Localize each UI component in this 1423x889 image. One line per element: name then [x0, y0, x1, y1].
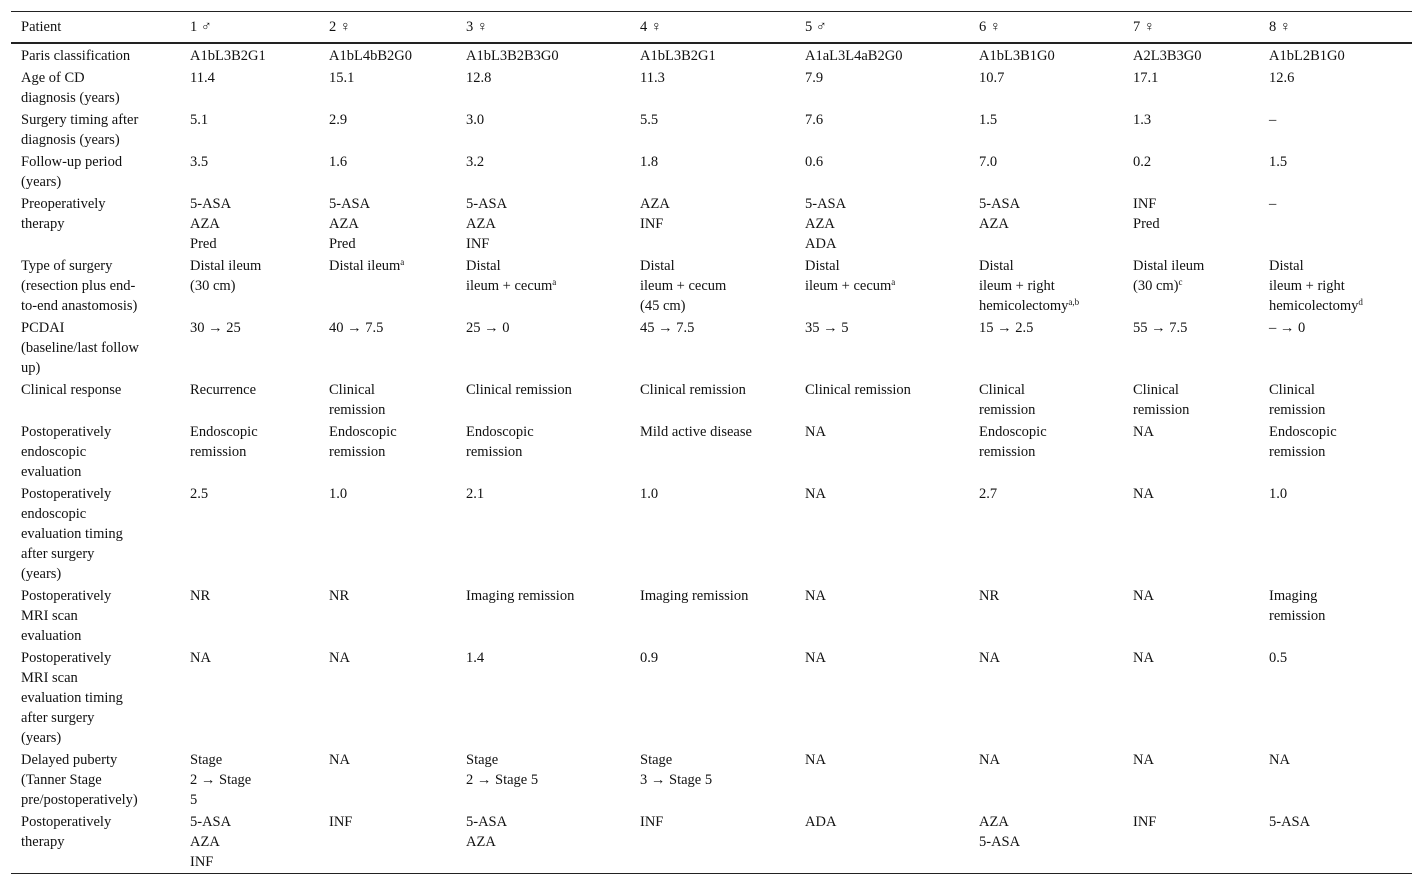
table-cell: 5-ASA [1269, 814, 1311, 830]
table-cell: AZA INF [640, 196, 670, 232]
table-cell: 55 → 7.5 [1133, 320, 1188, 336]
table-cell: 5-ASA AZA [466, 814, 508, 850]
row-label: Postoperatively MRI scan evaluation timing after surgery (years) [21, 650, 123, 746]
table-row [11, 193, 1412, 255]
row-label: Clinical response [21, 382, 122, 398]
table-cell: INF [1133, 814, 1157, 830]
table-cell: – [1269, 112, 1277, 128]
table-cell: INF [329, 814, 353, 830]
table-cell: Mild active disease [640, 424, 752, 440]
table-cell: A1bL3B2G1 [640, 48, 716, 64]
table-cell: 25 → 0 [466, 320, 510, 336]
table-cell: 3.5 [190, 154, 209, 170]
table-cell: 1.3 [1133, 112, 1152, 128]
row-label: Type of surgery (resection plus end- to-end anastomosis) [21, 258, 138, 314]
table-cell: NA [1133, 424, 1154, 440]
table-cell: 0.9 [640, 650, 659, 666]
table-cell: INF Pred [1133, 196, 1160, 232]
table-cell: 40 → 7.5 [329, 320, 384, 336]
table-cell: Stage 3 → Stage 5 [640, 752, 713, 788]
table-cell: NA [979, 752, 1000, 768]
table-row [11, 109, 1412, 151]
table-header [11, 12, 1412, 44]
table-cell: A1aL3L4aB2G0 [805, 48, 903, 64]
table-row [11, 647, 1412, 749]
table-cell: Endoscopic remission [1269, 424, 1337, 460]
footnote-marker: c [1178, 277, 1183, 287]
row-label: Postoperatively therapy [21, 814, 112, 850]
table-row [11, 421, 1412, 483]
table-row [11, 67, 1412, 109]
table-cell: 3.0 [466, 112, 485, 128]
table-cell: NR [979, 588, 1000, 604]
table-cell: 1.0 [329, 486, 348, 502]
table-cell: Endoscopic remission [979, 424, 1047, 460]
table-cell: 11.4 [190, 70, 215, 86]
table-cell: Endoscopic remission [190, 424, 258, 460]
patient-table-container [11, 11, 1412, 874]
table-cell: – [1269, 196, 1277, 212]
header-patient-4: 4 ♀ [640, 19, 662, 35]
table-cell: A1bL3B2B3G0 [466, 48, 559, 64]
table-cell: Stage 2 → Stage 5 [466, 752, 539, 788]
table-cell [319, 255, 456, 317]
table-cell: Recurrence [190, 382, 257, 398]
table-cell: 45 → 7.5 [640, 320, 695, 336]
table-cell: 7.6 [805, 112, 824, 128]
row-label: Age of CD diagnosis (years) [21, 70, 120, 106]
table-cell: A1bL2B1G0 [1269, 48, 1345, 64]
table-cell: Imaging remission [640, 588, 749, 604]
table-cell: NA [1133, 752, 1154, 768]
cell-text: Distal ileum + cecum (45 cm) [640, 258, 727, 314]
table-cell: 5-ASA AZA [979, 196, 1021, 232]
table-cell: 1.6 [329, 154, 348, 170]
table-cell: INF [640, 814, 664, 830]
table-cell: NA [1133, 650, 1154, 666]
table-cell: 3.2 [466, 154, 485, 170]
table-cell: 1.5 [1269, 154, 1288, 170]
table-cell: 5.5 [640, 112, 659, 128]
header-row [11, 12, 1412, 44]
table-cell: NA [805, 650, 826, 666]
table-row [11, 585, 1412, 647]
table-cell: 5-ASA AZA ADA [805, 196, 847, 252]
header-patient-1: 1 ♂ [190, 19, 212, 35]
table-cell: 10.7 [979, 70, 1005, 86]
row-label: Paris classification [21, 48, 131, 64]
table-cell: ADA [805, 814, 837, 830]
table-cell: NA [805, 486, 826, 502]
table-cell: NA [805, 424, 826, 440]
row-label: Delayed puberty (Tanner Stage pre/postoperatively) [21, 752, 138, 808]
table-cell: NR [190, 588, 211, 604]
table-cell: 2.5 [190, 486, 209, 502]
table-cell: NA [979, 650, 1000, 666]
table-row [11, 749, 1412, 811]
table-cell: – → 0 [1269, 320, 1306, 336]
table-cell: NA [1133, 486, 1154, 502]
table-cell: 17.1 [1133, 70, 1159, 86]
footnote-marker: a,b [1068, 297, 1080, 307]
row-label: PCDAI (baseline/last follow up) [21, 320, 139, 376]
footnote-marker: a [400, 257, 405, 267]
header-patient-7: 7 ♀ [1133, 19, 1155, 35]
footnote-marker: d [1358, 297, 1363, 307]
table-cell: 1.4 [466, 650, 485, 666]
table-cell: Stage 2 → Stage 5 [190, 752, 252, 808]
table-body [11, 43, 1412, 874]
table-cell: NA [805, 588, 826, 604]
table-cell: Imaging remission [466, 588, 575, 604]
table-row [11, 151, 1412, 193]
table-row [11, 379, 1412, 421]
cell-text: Distal ileum + right hemicolectomy [979, 258, 1069, 314]
table-row [11, 43, 1412, 67]
table-row [11, 255, 1412, 317]
table-cell [969, 255, 1123, 317]
table-cell: 2.1 [466, 486, 485, 502]
table-cell: 1.0 [640, 486, 659, 502]
cell-text: Distal ileum + cecum [466, 258, 553, 294]
table-cell: Clinical remission [1269, 382, 1326, 418]
table-cell: Endoscopic remission [329, 424, 397, 460]
table-cell: Endoscopic remission [466, 424, 534, 460]
table-cell: Clinical remission [329, 382, 386, 418]
row-label: Postoperatively endoscopic evaluation [21, 424, 112, 480]
table-cell: 2.9 [329, 112, 348, 128]
table-cell: 0.5 [1269, 650, 1288, 666]
table-row [11, 317, 1412, 379]
table-cell: NA [805, 752, 826, 768]
table-cell: 12.6 [1269, 70, 1295, 86]
table-row [11, 811, 1412, 874]
table-cell [456, 255, 630, 317]
table-cell: 11.3 [640, 70, 665, 86]
table-cell: 5-ASA AZA Pred [329, 196, 371, 252]
patient-characteristics-table [11, 11, 1412, 874]
row-label: Follow-up period (years) [21, 154, 123, 190]
table-cell: 0.6 [805, 154, 824, 170]
table-cell: NA [1133, 588, 1154, 604]
table-cell: 12.8 [466, 70, 492, 86]
table-cell: 7.0 [979, 154, 998, 170]
table-cell: 15 → 2.5 [979, 320, 1034, 336]
table-cell: 5-ASA AZA INF [190, 814, 232, 870]
footnote-marker: a [891, 277, 896, 287]
table-cell [180, 255, 319, 317]
cell-text: Distal ileum (30 cm) [190, 258, 262, 294]
table-row [11, 483, 1412, 585]
table-cell: AZA 5-ASA [979, 814, 1021, 850]
cell-text: Distal ileum + right hemicolectomy [1269, 258, 1359, 314]
table-cell: 2.7 [979, 486, 998, 502]
table-cell [1259, 255, 1412, 317]
table-cell: A1bL3B1G0 [979, 48, 1055, 64]
row-label: Postoperatively endoscopic evaluation timing after surgery (years) [21, 486, 123, 582]
table-cell: NA [190, 650, 211, 666]
header-patient-8: 8 ♀ [1269, 19, 1291, 35]
row-label: Preoperatively therapy [21, 196, 106, 232]
table-cell: Clinical remission [640, 382, 746, 398]
table-cell: 5-ASA AZA INF [466, 196, 508, 252]
table-cell: 5.1 [190, 112, 209, 128]
table-cell [1123, 255, 1259, 317]
table-cell: A2L3B3G0 [1133, 48, 1202, 64]
header-label: Patient [21, 19, 62, 35]
table-cell: NA [329, 752, 350, 768]
table-cell: NA [329, 650, 350, 666]
table-cell: 1.8 [640, 154, 659, 170]
cell-text: Distal ileum + cecum [805, 258, 892, 294]
table-cell: A1bL4bB2G0 [329, 48, 412, 64]
table-cell: 15.1 [329, 70, 355, 86]
table-cell: 1.5 [979, 112, 998, 128]
header-patient-6: 6 ♀ [979, 19, 1001, 35]
row-label: Surgery timing after diagnosis (years) [21, 112, 139, 148]
footnote-marker: a [552, 277, 557, 287]
cell-text: Distal ileum [329, 258, 401, 274]
table-cell: 7.9 [805, 70, 824, 86]
header-patient-2: 2 ♀ [329, 19, 351, 35]
table-cell: Clinical remission [1133, 382, 1190, 418]
row-label: Postoperatively MRI scan evaluation [21, 588, 112, 644]
header-patient-5: 5 ♂ [805, 19, 827, 35]
cell-text: Distal ileum (30 cm) [1133, 258, 1205, 294]
table-cell: 1.0 [1269, 486, 1288, 502]
table-cell [795, 255, 969, 317]
table-cell: Clinical remission [466, 382, 572, 398]
header-patient-3: 3 ♀ [466, 19, 488, 35]
table-cell: Clinical remission [805, 382, 911, 398]
table-cell: NA [1269, 752, 1290, 768]
table-cell [630, 255, 795, 317]
table-cell: 30 → 25 [190, 320, 241, 336]
table-cell: A1bL3B2G1 [190, 48, 266, 64]
table-cell: Clinical remission [979, 382, 1036, 418]
table-cell: 35 → 5 [805, 320, 849, 336]
table-cell: 0.2 [1133, 154, 1152, 170]
table-cell: 5-ASA AZA Pred [190, 196, 232, 252]
table-cell: Imaging remission [1269, 588, 1326, 624]
table-cell: NR [329, 588, 350, 604]
